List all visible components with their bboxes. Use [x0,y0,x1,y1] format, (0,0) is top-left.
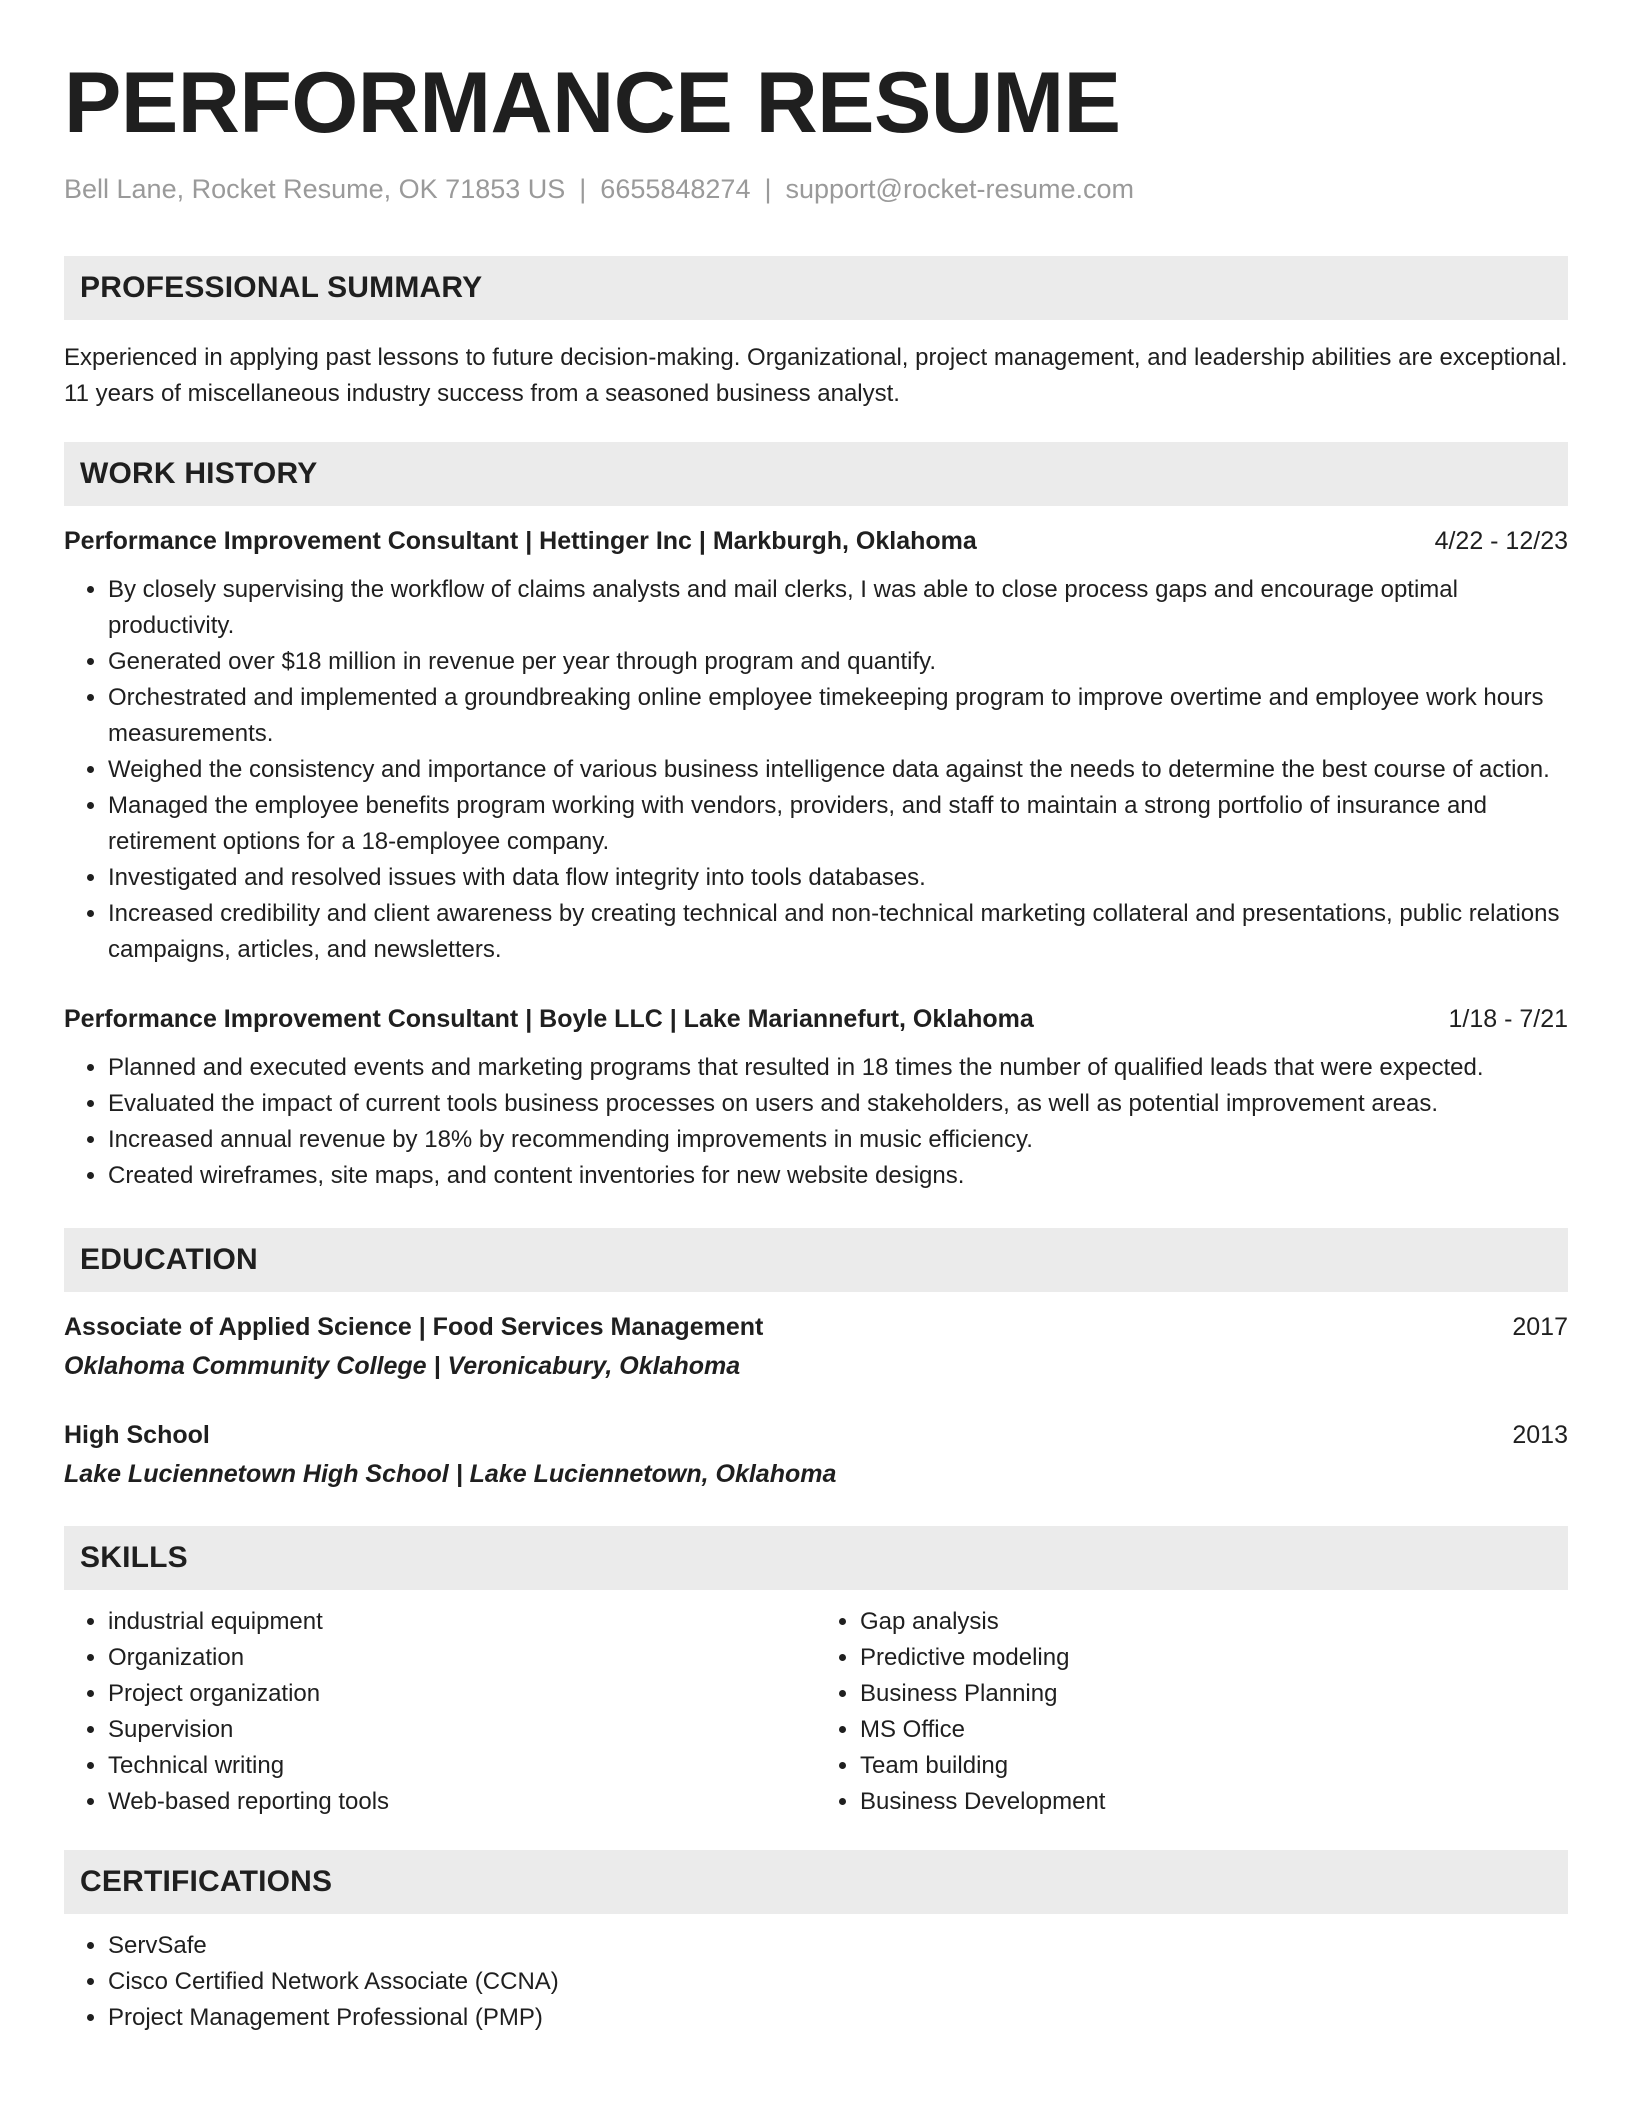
skills-column-left [64,1604,816,1820]
section-heading-summary: PROFESSIONAL SUMMARY [64,256,1568,320]
education-degree: Associate of Applied Science | Food Services Management [64,1313,764,1341]
education-year: 2017 [1512,1313,1568,1341]
skill-item: • Technical writing [108,1748,816,1784]
resume-name: PERFORMANCE RESUME [64,55,1121,151]
section-heading-certifications: CERTIFICATIONS [64,1850,1568,1914]
job-bullet: • Planned and executed events and marketing programs that resulted in 18 times the number of qualified leads that were expected. [108,1050,1568,1086]
job-dates: 4/22 - 12/23 [1434,527,1568,555]
contact-email: support@rocket-resume.com [785,174,1135,204]
education-school: Lake Luciennetown High School | Lake Luciennetown, Oklahoma [64,1460,837,1488]
skills-list [64,1604,816,1820]
contact-line [64,172,1568,206]
certification-item: • ServSafe [108,1928,1568,1964]
contact-separator: | [764,174,772,204]
skill-item: • Supervision [108,1712,816,1748]
certification-item: • Cisco Certified Network Associate (CCNA) [108,1964,1568,2000]
job-bullet: • Created wireframes, site maps, and content inventories for new website designs. [108,1158,1568,1194]
job-dates: 1/18 - 7/21 [1448,1005,1568,1033]
job-bullet: • By closely supervising the workflow of claims analysts and mail clerks, I was able to close process gaps and encourage optimal productivity. [108,572,1568,644]
education-header [64,1418,1568,1452]
job-bullet: • Increased credibility and client awareness by creating technical and non-technical marketing collateral and presentations, public relations campaigns, articles, and newsletters. [108,896,1568,968]
job-bullet: • Evaluated the impact of current tools business processes on users and stakeholders, as well as potential improvement areas. [108,1086,1568,1122]
job-bullet: • Managed the employee benefits program working with vendors, providers, and staff to maintain a strong portfolio of insurance and retirement options for a 18-employee company. [108,788,1568,860]
certifications-list [64,1928,1568,2036]
job-entry [64,1002,1568,1194]
summary-text: Experienced in applying past lessons to future decision-making. Organizational, project management, and leadership abilities are exceptional. 11 years of miscellaneous industry success from a seasoned business analyst. [64,344,1568,407]
skill-item: • industrial equipment [108,1604,816,1640]
education-school: Oklahoma Community College | Veronicabury, Oklahoma [64,1352,741,1380]
skills-column-right [816,1604,1568,1820]
job-bullet: • Orchestrated and implemented a groundbreaking online employee timekeeping program to improve overtime and employee work hours measurements. [108,680,1568,752]
skill-item: • Business Planning [860,1676,1568,1712]
job-entry [64,524,1568,968]
section-heading-skills: SKILLS [64,1526,1568,1590]
skill-item: • Gap analysis [860,1604,1568,1640]
job-bullets [64,572,1568,968]
skill-item: • Team building [860,1748,1568,1784]
job-bullet: • Increased annual revenue by 18% by recommending improvements in music efficiency. [108,1122,1568,1158]
skill-item: • Project organization [108,1676,816,1712]
job-header [64,1002,1568,1036]
education-degree: High School [64,1421,210,1449]
skills-grid [64,1604,1568,1820]
contact-phone: 6655848274 [600,174,751,204]
skill-item: • Business Development [860,1784,1568,1820]
skills-list [816,1604,1568,1820]
job-bullets [64,1050,1568,1194]
skill-item: • Web-based reporting tools [108,1784,816,1820]
education-entry [64,1418,1568,1492]
job-bullet: • Generated over $18 million in revenue per year through program and quantify. [108,644,1568,680]
education-entry [64,1310,1568,1384]
education-header [64,1310,1568,1344]
job-bullet: • Investigated and resolved issues with data flow integrity into tools databases. [108,860,1568,896]
section-heading-education: EDUCATION [64,1228,1568,1292]
job-title: Performance Improvement Consultant | Hettinger Inc | Markburgh, Oklahoma [64,527,977,555]
job-bullet: • Weighed the consistency and importance of various business intelligence data against the needs to determine the best course of action. [108,752,1568,788]
job-header [64,524,1568,558]
contact-separator: | [579,174,587,204]
certification-item: • Project Management Professional (PMP) [108,2000,1568,2036]
skill-item: • Predictive modeling [860,1640,1568,1676]
skill-item: • MS Office [860,1712,1568,1748]
education-year: 2013 [1512,1421,1568,1449]
contact-address: Bell Lane, Rocket Resume, OK 71853 US [64,174,566,204]
skill-item: • Organization [108,1640,816,1676]
section-heading-work-history: WORK HISTORY [64,442,1568,506]
job-title: Performance Improvement Consultant | Boyle LLC | Lake Mariannefurt, Oklahoma [64,1005,1034,1033]
